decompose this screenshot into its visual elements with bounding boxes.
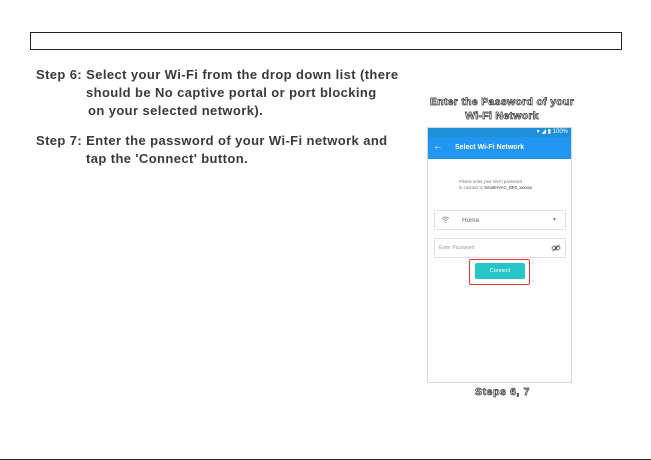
app-bar-title: Select Wi-Fi Network bbox=[455, 144, 525, 151]
step-6-instruction bbox=[36, 66, 416, 120]
caption-top-line-1: Enter the Password of your bbox=[429, 96, 575, 108]
step-6-line-1: Select your Wi-Fi from the drop down list (there bbox=[86, 67, 399, 82]
ssid-value: Home bbox=[462, 217, 480, 224]
status-icons bbox=[537, 128, 568, 137]
connect-highlight-box bbox=[469, 259, 530, 285]
hint-line-1: Please enter your Wi-Fi password bbox=[459, 179, 522, 184]
wifi-icon bbox=[441, 215, 450, 224]
step-6-label: Step 6: bbox=[36, 67, 83, 82]
app-bar bbox=[428, 137, 571, 159]
header-bar bbox=[30, 32, 622, 50]
eye-off-icon[interactable] bbox=[551, 243, 561, 253]
hint-network-name: SmartHVAC_BR3_xxxxxx bbox=[484, 185, 533, 190]
password-hint bbox=[459, 179, 571, 191]
wifi-status-icon: ▾ bbox=[536, 129, 540, 135]
phone-screenshot bbox=[427, 127, 572, 383]
step-7-line-2: tap the 'Connect' button. bbox=[86, 151, 249, 166]
hint-prefix: to connect to bbox=[459, 185, 485, 190]
figure-caption-bottom: Steps 6, 7 bbox=[474, 386, 531, 398]
battery-level: 100% bbox=[552, 129, 568, 135]
status-bar bbox=[428, 128, 571, 137]
chevron-down-icon: ▼ bbox=[552, 217, 557, 223]
caption-top-line-2: Wi-Fi Network bbox=[465, 110, 539, 122]
password-field[interactable] bbox=[434, 238, 566, 258]
step-7-line-1: Enter the password of your Wi-Fi network and bbox=[86, 133, 388, 148]
hint-line-2 bbox=[459, 185, 571, 191]
signal-icon: ◢ bbox=[541, 129, 546, 135]
ssid-dropdown[interactable] bbox=[434, 210, 566, 230]
password-placeholder: Enter Password bbox=[439, 245, 475, 251]
connect-button[interactable]: Connect bbox=[475, 263, 525, 279]
back-arrow-icon[interactable]: ← bbox=[433, 141, 443, 152]
step-7-instruction bbox=[36, 132, 416, 168]
battery-icon: ▮ bbox=[547, 129, 551, 135]
step-6-line-3: on your selected network). bbox=[88, 103, 264, 118]
step-7-label: Step 7: bbox=[36, 133, 83, 148]
step-6-line-2: should be No captive portal or port blocking bbox=[86, 85, 377, 100]
figure-caption-top bbox=[426, 95, 578, 123]
